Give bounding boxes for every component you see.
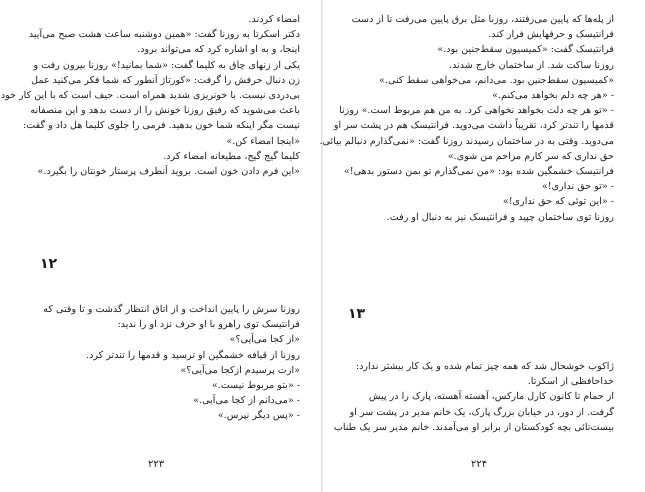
text-line: باعث می‌شوید که رفیق روزنا خونش را از دست بدهد و این منصفانه	[30, 105, 300, 117]
left-top-text	[0, 12, 300, 179]
text-line: روزنا ساکت شد. از ساختمان خارج شدند.	[449, 59, 614, 71]
text-line: بیست‌تائی بچه کودکستان از برابر او می‌آمدند. خانم مدیر سر یک طناب	[333, 421, 614, 433]
right-bottom-text	[333, 359, 614, 435]
text-line: گرفت. از دور، در خیابان بزرگ پارک، یک خانم مدیر در پشت سر او	[349, 406, 614, 418]
text-line: - «پس دیگر نپرس.»	[217, 410, 300, 422]
text-line: - «تو هر چه دلت بخواهد نخواهی کرد. به من هم مربوط است.» روزنا	[339, 105, 614, 117]
text-line: - «می‌دانم از کجا می‌آیی.»	[193, 395, 300, 407]
text-line: امضاء کردند.	[248, 14, 300, 25]
text-line: کلیما گیج‌ گیج، مطیعانه امضاء کرد.	[163, 150, 300, 162]
text-line: «از کجا می‌آیی؟»	[229, 334, 300, 346]
text-line: «اینجا امضاء کن.»	[226, 135, 300, 147]
text-line: قدمها را تندتر کرد، تقریباً داشت می‌دوید. فرانتیسک هم در پشت سر او	[333, 120, 614, 132]
text-line: - «هر چه دلم بخواهد می‌کنم.»	[492, 90, 614, 102]
text-line: از حمام تا کانون کارل مارکس، آهسته آهسته، پارک را در پیش	[368, 391, 614, 403]
text-line: فرانتیسک و حرفهایش فرار کند.	[488, 29, 614, 41]
left-bottom-text	[38, 302, 300, 424]
text-line: - «بتو مربوط نیست.»	[211, 380, 300, 392]
right-top-text	[319, 12, 614, 225]
text-line: اینجا، و به او اشاره کرد که می‌تواند برود.	[137, 44, 300, 56]
text-line: - «این تو‌ئی که حق نداری!»	[502, 196, 614, 208]
left-page-number: ۲۲۳	[148, 459, 165, 470]
text-line: از پله‌ها که پایین می‌رفتند، روزنا مثل برق پایین می‌رفت تا از دست	[351, 14, 614, 25]
left-chapter-number: ۱۲	[40, 256, 58, 272]
text-line: فرانتیسک گفت: «کمیسیون سقط‌جنین بود.»	[437, 44, 614, 56]
text-line: نیست مگر اینکه شما خون بدهید. فرمی را جلوی کلیما هل داد و گفت:	[22, 120, 300, 132]
text-line: «این فرم دادن خون است. بروید آنطرف پرستار خونتان را بگیرد.»	[37, 166, 300, 178]
text-line: زن دنبال حرفش را گرفت: «کورتاژ آنطور که شما فکر می‌کنید عمل	[31, 74, 300, 86]
page-left	[0, 0, 322, 492]
text-line: بی‌دردی نیست. با خونریزی شدید همراه است. حیف است که با این کار خود	[0, 90, 300, 102]
page-right	[319, 0, 645, 492]
text-line: روزنا از قیافه خشمگین او ترسید و قدمها را تندتر کرد.	[86, 349, 300, 361]
text-line: - «تو حق نداری!»	[541, 181, 614, 193]
text-line: «کمیسیون سقط‌جنین بود. می‌دانم، می‌خواهی سقط کنی.»	[379, 74, 614, 86]
right-chapter-number: ۱۳	[348, 306, 366, 322]
text-line: حق نداری که سر کارم مزاحم من شوی.»	[447, 150, 614, 162]
text-line: می‌دوید. وقتی به در ساختمان رسیدند روزنا گفت: «نمی‌گذارم دنبالم بیائی.	[319, 135, 614, 147]
text-line: «ازت پرسیدم ازکجا می‌آیی؟»	[180, 364, 300, 376]
text-line: ژاکوب خوشحال شد که همه چیز تمام شده و یک کار بیشتر ندارد:	[355, 361, 614, 372]
text-line: یکی از زنهای چاق به کلیما گفت: «شما بمانید!» روزنا بیرون رفت و	[33, 59, 300, 71]
text-line: فرانتیسک خشمگین شده بود: «من نمی‌گذارم تو بمن دستور بدهی!»	[343, 166, 614, 178]
text-line: فرانتیسک توی راهرو با او حرف نزد او را ندید:	[117, 319, 300, 331]
text-line: خداحافظی از اسکرتا.	[527, 376, 614, 388]
text-line: دکتر اسکرتا به روزنا گفت: «همین دوشنبه ساعت هشت صبح می‌آیید	[28, 29, 300, 41]
right-page-number: ۲۲۴	[471, 459, 488, 470]
text-line: روزنا توی ساختمان چپید و فرانتیسک نیز به دنبال او رفت.	[386, 211, 614, 223]
text-line: روزنا سرش را پایین انداخت و از اتاق انتظار گذشت و تا وقتی که	[43, 304, 300, 315]
